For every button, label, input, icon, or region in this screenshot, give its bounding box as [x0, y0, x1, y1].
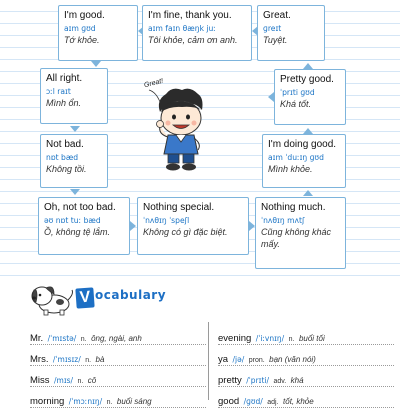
arrow-left-icon: [268, 92, 274, 102]
phrase-card-5: [40, 134, 108, 188]
phrase-ipa: əʊ nɒt tuː bæd: [44, 216, 101, 225]
vocab-row: [218, 324, 394, 345]
phrase-en: I'm fine, thank you.: [148, 10, 232, 21]
vocab-ipa: /ɡʊd/: [243, 397, 263, 406]
vocab-ipa: /jə/: [232, 355, 245, 364]
speech-bubble: Great!: [143, 77, 165, 90]
phrase-en: Great.: [263, 10, 291, 21]
boy-illustration: [146, 82, 216, 174]
phrase-vi: Không có gì đặc biệt.: [143, 227, 228, 237]
vocab-pos: pron.: [248, 357, 265, 364]
vocab-meaning: tốt, khỏe: [283, 397, 314, 406]
arrow-right-icon: [130, 221, 136, 231]
phrase-vi: Cũng không khác mấy.: [261, 227, 332, 249]
vocab-row: [218, 366, 394, 387]
phrase-ipa: ˈnʌθɪŋ ˈspeʃl: [143, 216, 190, 225]
arrow-down-icon: [91, 61, 101, 67]
phrase-ipa: aɪm ɡʊd: [64, 24, 96, 33]
phrase-ipa: nɒt bæd: [46, 153, 79, 162]
vocab-pos: n.: [77, 378, 84, 385]
phrase-ipa: ˈnʌθɪŋ mʌtʃ: [261, 216, 305, 225]
phrase-card-3: [40, 68, 108, 124]
phrase-card-0: [58, 5, 138, 61]
vocab-ipa: /ˈmɪsɪz/: [52, 355, 81, 364]
vocab-row: [218, 387, 394, 408]
vocab-word: evening: [218, 333, 252, 344]
vocab-meaning: bà: [95, 355, 105, 364]
vocabulary-heading-rest: ocabulary: [95, 288, 167, 302]
vocab-ipa: /ˈmɔːnɪŋ/: [68, 397, 103, 406]
phrase-vi: Tôi khỏe, cảm ơn anh.: [148, 35, 238, 45]
phrase-ipa: aɪm faɪn θæŋk juː: [148, 24, 216, 33]
phrase-ipa: ˈprɪti ɡʊd: [280, 88, 315, 97]
phrase-vi: Mình khỏe.: [268, 164, 313, 174]
arrow-down-icon: [70, 126, 80, 132]
phrase-en: Not bad.: [46, 139, 84, 150]
vocab-word: good: [218, 396, 240, 407]
dog-icon: [30, 282, 74, 316]
vocab-meaning: ông, ngài, anh: [91, 334, 142, 343]
phrase-card-7: [38, 197, 130, 255]
vocab-ipa: /mɪs/: [53, 376, 74, 385]
vocab-word: Miss: [30, 375, 50, 386]
vocabulary-divider: [208, 322, 209, 400]
phrase-card-4: [274, 69, 346, 125]
phrase-vi: Tuyệt.: [263, 35, 288, 45]
vocab-word: Mr.: [30, 333, 44, 344]
phrase-card-9: [255, 197, 346, 269]
phrase-en: I'm good.: [64, 10, 105, 21]
vocab-pos: n.: [288, 336, 295, 343]
vocab-row: [30, 324, 206, 345]
vocabulary-heading: [76, 288, 166, 312]
phrase-en: Pretty good.: [280, 74, 334, 85]
vocab-pos: adv.: [273, 378, 287, 385]
vocab-word: morning: [30, 396, 65, 407]
vocab-meaning: buổi sáng: [116, 397, 152, 406]
phrase-en: Nothing special.: [143, 202, 215, 213]
phrase-vi: Khá tốt.: [280, 99, 312, 109]
vocab-word: pretty: [218, 375, 242, 386]
vocab-ipa: /ˈiːvnɪŋ/: [255, 334, 285, 343]
vocab-meaning: khá: [290, 376, 304, 385]
phrase-vi: Mình ổn.: [46, 98, 82, 108]
vocabulary-list-left: [30, 324, 206, 408]
arrow-down-icon: [70, 189, 80, 195]
phrase-en: Oh, not too bad.: [44, 202, 116, 213]
phrase-ipa: aɪm ˈduːɪŋ ɡʊd: [268, 153, 324, 162]
phrase-card-8: [137, 197, 249, 255]
vocab-pos: adj.: [267, 399, 279, 406]
phrase-en: Nothing much.: [261, 202, 326, 213]
vocabulary-heading-initial: V: [75, 287, 94, 308]
vocab-word: ya: [218, 354, 229, 365]
vocab-pos: n.: [106, 399, 113, 406]
phrase-card-1: [142, 5, 252, 61]
phrase-en: All right.: [46, 73, 83, 84]
phrase-card-2: [257, 5, 325, 61]
arrow-up-icon: [303, 190, 313, 196]
vocab-row: [30, 345, 206, 366]
phrase-vi: Không tồi.: [46, 164, 87, 174]
vocab-row: [30, 387, 206, 408]
phrase-en: I'm doing good.: [268, 139, 337, 150]
vocab-ipa: /ˈprɪti/: [246, 376, 269, 385]
phrase-ipa: ɔːl raɪt: [46, 87, 71, 96]
vocab-meaning: bạn (văn nói): [269, 355, 316, 364]
phrase-card-6: [262, 134, 346, 188]
vocab-ipa: /ˈmɪstə/: [47, 334, 77, 343]
vocab-meaning: buổi tối: [298, 334, 325, 343]
vocab-pos: n.: [85, 357, 92, 364]
phrase-vi: Ồ, không tệ lắm.: [44, 227, 111, 237]
vocab-row: [218, 345, 394, 366]
arrow-up-icon: [303, 128, 313, 134]
phrase-vi: Tớ khỏe.: [64, 35, 100, 45]
vocabulary-list-right: [218, 324, 394, 408]
vocab-meaning: cô: [87, 376, 97, 385]
phrase-ipa: ɡreɪt: [263, 24, 282, 33]
vocab-pos: n.: [80, 336, 87, 343]
vocab-word: Mrs.: [30, 354, 49, 365]
vocabulary-section: [0, 282, 400, 407]
vocab-row: [30, 366, 206, 387]
